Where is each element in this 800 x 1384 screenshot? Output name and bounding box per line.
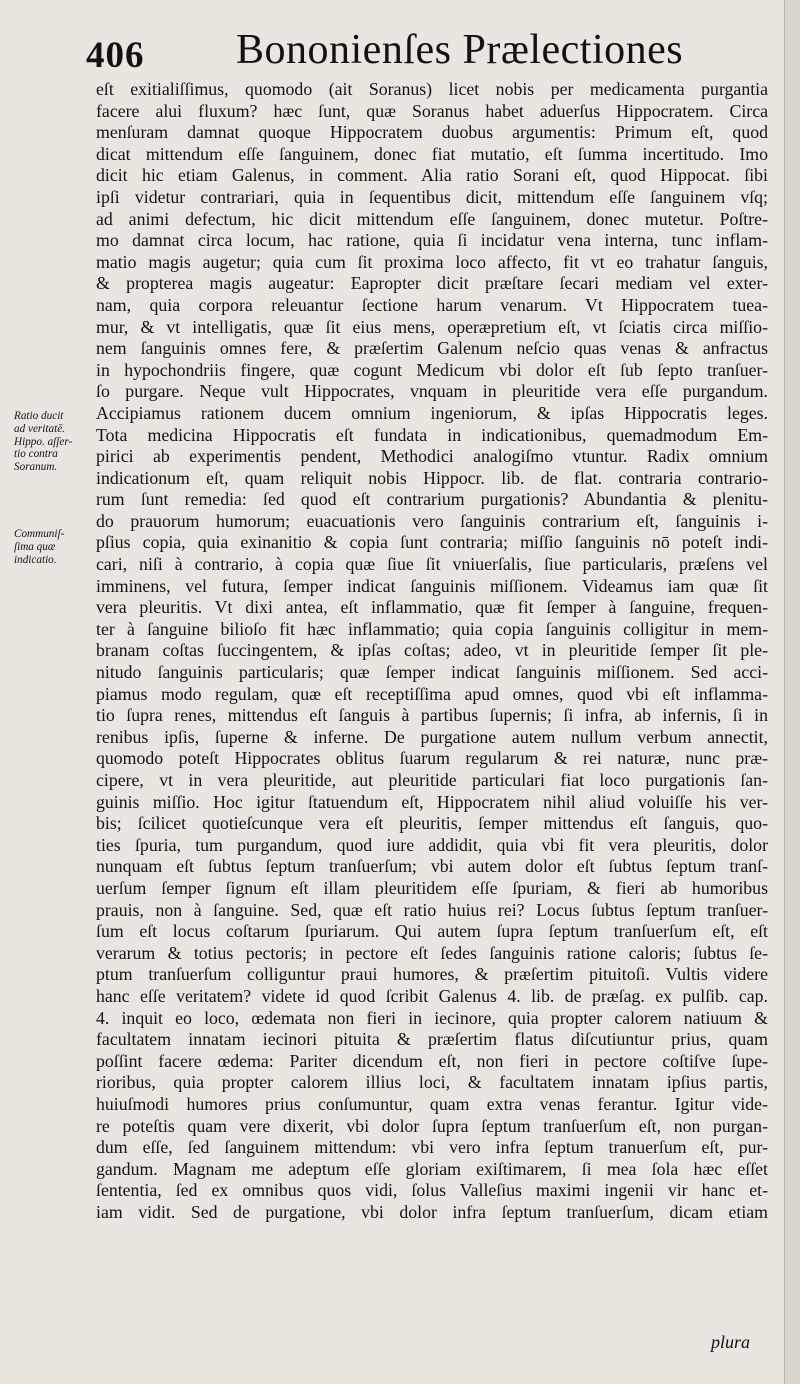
text-line: ſum eſt locus coſtarum ſpuriarum. Qui autem ſupra ſeptum tranſuerſum eſt, eſt: [96, 921, 768, 942]
text-line: eſt exitialiſſimus, quomodo (ait Soranus) licet nobis per medicamenta purgantia: [96, 79, 768, 99]
marginal-note-line: indicatio.: [14, 553, 57, 566]
text-line: quomodo poteſt Hippocrates oblitus ſuarum regularum & rei naturæ, nunc præ-: [96, 748, 768, 769]
text-line: prauis, non à ſanguine. Sed, quæ eſt ratio huius rei? Locus ſubtus ſeptum tranſuer-: [96, 899, 768, 920]
text-line: hanc eſſe veritatem? videte id quod ſcribit Galenus 4. lib. de præſag. ex pulſib. cap.: [96, 985, 768, 1006]
marginal-note-line: Ratio ducit: [14, 410, 64, 422]
catchword: plura: [710, 1332, 750, 1352]
marginal-note-line: tio contra: [14, 448, 58, 461]
text-line: pſius copia, quia exinanitio & copia ſunt contraria; miſſio ſanguinis nō poteſt indi-: [96, 532, 768, 553]
text-line: pirici ab experimentis pendent, Methodici analogiſmo vtuntur. Radix omnium: [96, 446, 768, 467]
running-head: [86, 26, 746, 82]
text-line: dum eſſe, ſed ſanguinem mittendum: vbi vero infra ſeptum tranuerſum eſt, pur-: [96, 1137, 768, 1158]
text-line: tio ſupra renes, mittendus eſt ſanguis à partibus ſupernis; ſi infra, ab infernis, ſi in: [96, 705, 768, 726]
text-line: ad animi defectum, hic dicit mittendum eſſe ſanguinem, donec mutetur. Poſtre-: [96, 208, 768, 229]
text-line: facere alui fluxum? hæc ſunt, quæ Soranus habet aduerſus Hippocratem. Circa: [96, 100, 768, 121]
text-line: ptum tranſuerſum colliguntur praui humores, & præſertim pituitoſi. Vultis videre: [96, 964, 768, 985]
text-line: menſuram damnat quoque Hippocratem duobus argumentis: Primum eſt, quod: [96, 122, 768, 143]
text-line: huiuſmodi humores prius conſumuntur, quam extra venas ferantur. Igitur vide-: [96, 1093, 768, 1114]
text-line: facultatem innatam iecinori pituita & præſertim flatus diſcutiuntur prius, quam: [96, 1029, 768, 1050]
text-line: dicit hic etiam Galenus, in comment. Alia ratio Sorani eſt, quod Hippocat. ſibi: [96, 165, 768, 186]
text-line: uerſum ſemper ſignum eſt illam pleuritidem eſſe ſpuriam, & fieri ab humoribus: [96, 877, 768, 898]
text-line: guinis miſſio. Hoc igitur ſtatuendum eſt, Hippocratem nihil aliud voluiſſe his ver-: [96, 791, 768, 812]
marginal-note-ratio: [14, 410, 100, 474]
text-line: 4. inquit eo loco, œdemata non fieri in iecinore, quia propter calorem natiuum &: [96, 1007, 768, 1028]
text-line: nam, quia corpora releuantur ſectione harum venarum. Vt Hippocratem tuea-: [96, 294, 768, 315]
text-line: dicat mittendum eſſe ſanguinem, donec fiat mutatio, eſt ſumma incertitudo. Imo: [96, 143, 768, 164]
text-line: matio magis augetur; quia cum ſit proxima loco affecto, fit vt eo trahatur ſanguis,: [96, 251, 768, 272]
marginal-note-line: ad veritatē.: [14, 422, 65, 435]
text-line: do prauorum humorum; euacuationis vero ſanguinis contrarium eſt, ſanguinis i-: [96, 510, 768, 531]
marginal-note-line: Soranum.: [14, 461, 58, 474]
text-line: Tota medicina Hippocratis eſt fundata in indicationibus, quemadmodum Em-: [96, 424, 768, 445]
text-line: gandum. Magnam me adeptum eſſe gloriam exiſtimarem, ſi mea ſola hæc eſſet: [96, 1158, 768, 1179]
text-line: & propterea magis augeatur: Eapropter dicit præſtare ſecari mediam vel exter-: [96, 273, 768, 294]
text-line: rioribus, quia propter calorem illius loci, & facultatem innatam ipſius partis,: [96, 1072, 768, 1093]
text-line: mur, & vt intelligatis, quæ ſit eius mens, operæpretium eſt, vt ſciatis circa miſſio-: [96, 316, 768, 337]
text-line: re poteſtis quam vere dixerit, vbi dolor ſupra ſeptum tranſuerſum eſt, non purgan-: [96, 1115, 768, 1136]
text-line: Accipiamus rationem ducem omnium ingeniorum, & ipſas Hippocratis leges.: [96, 402, 768, 423]
running-title: Bononienſes Prælectiones: [236, 27, 684, 73]
text-line: piamus modo regulam, quæ eſt receptiſſima apud omnes, quod vbi eſt inflamma-: [96, 683, 768, 704]
text-line: ſententia, ſed ex omnibus quos vidi, ſolus Valleſius maximi ingenii vir hanc et-: [96, 1180, 768, 1201]
text-line: ſo purgare. Neque vult Hippocrates, vnquam in pleuritide vera eſſe purgandum.: [96, 381, 768, 402]
text-line: bis; ſcilicet quotieſcunque vera eſt pleuritis, ſemper mittendus eſt ſanguis, quo-: [96, 813, 768, 834]
marginal-note-indicatio: [14, 528, 100, 566]
text-line: renibus ipſis, ſuperne & inferne. De purgatione autem nullum verbum annectit,: [96, 726, 768, 747]
text-line: mo damnat circa locum, hac ratione, quia ſi incidatur vena interna, tunc inflam-: [96, 230, 768, 251]
text-line: rum ſunt remedia: ſed quod eſt contrarium purgationis? Abundantia & plenitu-: [96, 489, 768, 510]
marginal-note-line: ſima quæ: [14, 540, 56, 553]
text-line: ipſi videtur contrariari, quia in ſequentibus dicit, mittendum eſſe ſanguinem vſq;: [96, 186, 768, 207]
text-line: indicationum eſt, quam reliquit nobis Hippocr. lib. de flat. contraria contrario-: [96, 467, 768, 488]
text-line: poſſint facere œdema: Pariter dicendum eſt, non fieri in pectore coſtiſve ſupe-: [96, 1050, 768, 1071]
text-line: ter à ſanguine bilioſo fit hæc inflammatio; quia copia ſanguinis colligitur in mem-: [96, 618, 768, 639]
text-line: cipere, vt in vera pleuritide, aut pleuritide particulari fiat loco purgationis ſan-: [96, 770, 768, 790]
text-line: cari, niſi à contrario, à copia quæ ſiue ſit vniuerſalis, ſiue particularis, præſens vel: [96, 554, 768, 575]
text-line: ties ſpuria, tum purgandum, quod iure addidit, quia vbi fit vera pleuritis, dolor: [96, 834, 768, 855]
marginal-note-line: Communiſ-: [14, 528, 65, 540]
text-line: iam vidit. Sed de purgatione, vbi dolor infra ſeptum tranſuerſum, dicam etiam: [96, 1201, 768, 1222]
text-line: vera pleuritis. Vt dixi antea, eſt inflammatio, quæ fit ſemper à ſanguine, frequen-: [96, 597, 768, 618]
text-line: in hypochondriis fingere, quæ cogunt Medicum vbi dolor eſt ſub ſepto tranſuer-: [96, 359, 768, 380]
text-line: nem ſanguinis omnes fere, & præſertim Galenum neſcio quas venas & anfractus: [96, 338, 768, 359]
text-line: nunquam eſt ſubtus ſeptum tranſuerſum; vbi autem dolor eſt ſubtus ſeptum tranſ-: [96, 856, 768, 877]
text-line: imminens, vel futura, ſemper indicat ſanguinis miſſionem. Videamus iam quæ ſit: [96, 575, 768, 596]
page-number: 406: [86, 35, 145, 76]
text-line: branam coſtas ſuccingentem, & ipſas coſtas; adeo, vt in pleuritide ſemper ſit ple-: [96, 640, 768, 661]
text-line: verarum & totius pectoris; in pectore eſt ſedes ſanguinis ratione caloris; ſubtus ſe-: [96, 942, 768, 963]
text-line: nitudo ſanguinis particularis; quæ ſemper indicat ſanguinis miſſionem. Sed acci-: [96, 662, 768, 683]
main-text-block: [96, 79, 768, 1223]
marginal-note-line: Hippo. aſſer-: [14, 435, 73, 448]
